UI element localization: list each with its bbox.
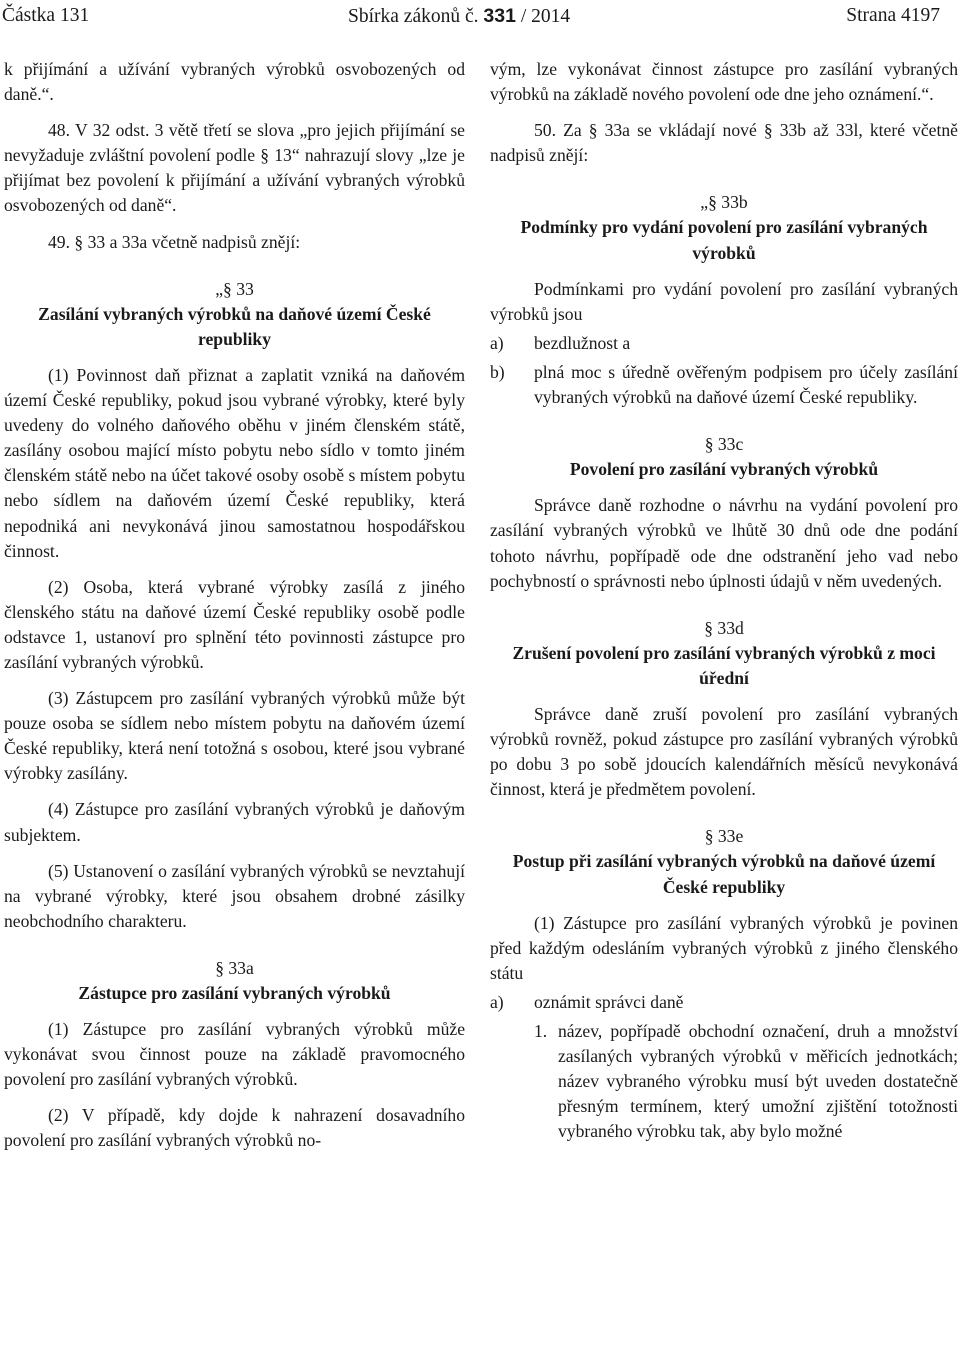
section-33b-intro: Podmínkami pro vydání povolení pro zasílání vybraných výrobků jsou [490,278,958,324]
section-33b-title: Podmínky pro vydání povolení pro zasílání vybraných výrobků [520,217,928,263]
point-49: 49. § 33 a 33a včetně nadpisů znějí: [48,231,301,252]
section-33e-subitem-1 [490,1019,958,1144]
header-part: Částka 131 [2,5,90,26]
header-collection [348,3,570,30]
section-33e-item-a [490,990,958,1015]
section-33a-paragraph-2: (2) V případě, kdy dojde k nahrazení dosavadního povolení pro zasílání vybraných výrobků no- [4,1105,465,1151]
section-33c-title: Povolení pro zasílání vybraných výrobků [569,459,879,480]
section-33c-paragraph: Správce daně rozhodne o návrhu na vydání povolení pro zasílání vybraných výrobků ve lhůtě 30 dnů ode dne podání tohoto návrhu, popřípadě ode dne odstranění jeho vad nebo pochybností o správnosti nebo úplnosti údajů v něm uvedených. [490,495,958,591]
header-page-number: Strana 4197 [846,5,940,26]
section-33e-paragraph-1: (1) Zástupce pro zasílání vybraných výrobků je povinen před každým odesláním vybraných výrobků z jiného členského státu [490,912,958,983]
list-text: oznámit správci daně [534,991,684,1012]
section-33a-paragraph-1: (1) Zástupce pro zasílání vybraných výrobků může vykonávat svou činnost pouze na základě pravomocného povolení pro zasílání vybraných výrobků. [4,1019,465,1090]
section-33-number: „§ 33 [215,278,254,299]
point-48: 48. V 32 odst. 3 větě třetí se slova „pro jejich přijímání se nevyžaduje zvláštní povolení podle § 13“ nahrazují slovy „lze je přijímat bez povolení k přijímání a užívání vybraných výrobků osvobozených od daně“. [4,120,465,216]
section-33-paragraph-3: (3) Zástupcem pro zasílání vybraných výrobků může být pouze osoba se sídlem nebo místem pobytu na daňovém území České republiky, která není totožná s osobou, které jsou vybrané výrobky zasílány. [4,688,465,784]
section-33c-number: § 33c [704,434,744,455]
page-header [0,3,960,29]
paragraph-continuation: k přijímání a užívání vybraných výrobků osvobozených od daně.“. [4,59,465,105]
section-33d-paragraph: Správce daně zruší povolení pro zasílání vybraných výrobků rovněž, pokud zástupce pro zasílání vybraných výrobků po dobu 3 po sobě jdoucích kalendářních měsíců nevykonává činnost, která je předmětem povolení. [490,703,958,800]
left-column [4,57,465,1154]
section-33-paragraph-2: (2) Osoba, která vybrané výrobky zasílá z jiného členského státu na daňové území České republiky osobě podle odstavce 1, ustanoví pro splnění této povinnosti zástupce pro zasílání vybraných výrobků. [4,576,465,672]
section-33-paragraph-5: (5) Ustanovení o zasílání vybraných výrobků se nevztahují na vybrané výrobky, které jsou obsahem drobné zásilky neobchodního charakteru. [4,860,465,931]
list-text: bezdlužnost a [534,332,631,353]
point-50: 50. Za § 33a se vkládají nové § 33b až 33l, které včetně nadpisů znějí: [490,120,958,166]
header-collection-number: 331 [483,5,516,27]
list-label: a) [490,332,504,353]
section-33b-number: „§ 33b [700,192,748,213]
right-column [490,57,958,1144]
header-collection-year: / 2014 [520,6,571,27]
section-33-paragraph-1: (1) Povinnost daň přiznat a zaplatit vzniká na daňovém území České republiky, pokud jsou vybrané výrobky, které byly uvedeny do volného daňového oběhu v jiném členském státě, zasílány osobou mající místo pobytu nebo sídlo v tomto jiném členském státě nebo na účet takové osoby osobě s místem pobytu nebo sídlem na daňovém území České republiky, která nepodniká ani nevykonává jinou samostatnou hospodářskou činnost. [4,364,465,561]
list-label: b) [490,361,505,382]
section-33d-number: § 33d [704,617,744,638]
section-33-paragraph-4: (4) Zástupce pro zasílání vybraných výrobků je daňovým subjektem. [4,799,465,845]
section-33b-item-a [490,331,958,356]
section-33a-number: § 33a [215,957,254,978]
list-text: název, popřípadě obchodní označení, druh a množství zasílaných vybraných výrobků v měřicích jednotkách; název vybraného výrobku musí být uveden dostatečně přesným termínem, který umožní zjištění totožnosti vybraného výrobku tak, aby bylo možné [558,1021,958,1142]
list-label: 1. [534,1021,548,1041]
list-text: plná moc s úředně ověřeným podpisem pro účely zasílání vybraných výrobků na daňové území České republiky. [534,361,958,408]
section-33d-title: Zrušení povolení pro zasílání vybraných výrobků z moci úřední [512,642,936,688]
section-33e-number: § 33e [704,826,744,847]
section-33e-title: Postup při zasílání vybraných výrobků na daňové území České republiky [512,851,936,897]
header-collection-label: Sbírka zákonů č. [348,6,479,27]
section-33-title: Zasílání vybraných výrobků na daňové území České republiky [38,303,431,349]
paragraph-continuation: vým, lze vykonávat činnost zástupce pro zasílání vybraných výrobků na základě nového povolení ode dne jeho oznámení.“. [490,59,958,105]
list-label: a) [490,991,504,1012]
section-33b-item-b [490,360,958,410]
section-33a-title: Zástupce pro zasílání vybraných výrobků [78,983,391,1003]
